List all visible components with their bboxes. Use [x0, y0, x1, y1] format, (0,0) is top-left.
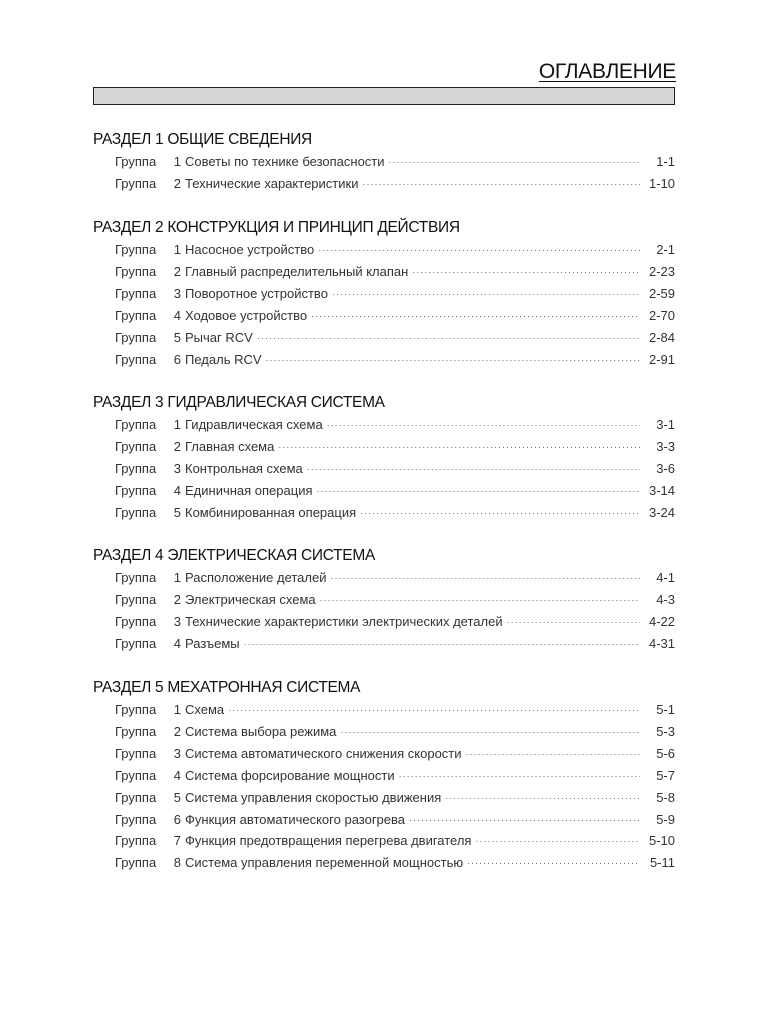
entry-title-row [185, 483, 640, 498]
group-label: Группа [115, 789, 157, 805]
entry-title-row [185, 439, 640, 454]
toc-entry[interactable] [115, 286, 675, 306]
page-number: 1-10 [648, 175, 675, 191]
entry-title-row [185, 330, 640, 345]
group-number: 8 [173, 855, 181, 871]
page-title: ОГЛАВЛЕНИЕ [538, 60, 676, 83]
group-label: Группа [115, 767, 157, 783]
group-number: 4 [173, 767, 181, 783]
entry-title-row [185, 790, 640, 805]
group-label: Группа [115, 504, 157, 520]
group-label: Группа [115, 855, 157, 871]
entry-title: Поворотное устройство [185, 285, 328, 301]
toc-entry[interactable] [115, 812, 675, 832]
group-label: Группа [115, 723, 157, 739]
group-number: 5 [173, 789, 181, 805]
group-number: 3 [173, 285, 181, 301]
page-number: 2-59 [648, 285, 675, 301]
dot-leader [360, 509, 640, 518]
group-label: Группа [115, 702, 157, 717]
entry-title: Система форсирование мощности [185, 767, 395, 783]
toc-entry[interactable] [115, 505, 675, 525]
dot-leader [389, 158, 640, 167]
entry-title: Система выбора режима [185, 723, 337, 739]
group-number: 3 [173, 460, 181, 476]
dot-leader [311, 312, 640, 321]
entry-title-row [185, 614, 640, 629]
group-label: Группа [115, 811, 157, 827]
group-label: Группа [115, 745, 157, 761]
dot-leader [475, 837, 640, 846]
entry-title: Главная схема [185, 438, 275, 454]
group-label: Группа [115, 417, 157, 432]
page-number: 5-7 [656, 767, 675, 783]
group-label: Группа [115, 285, 157, 301]
page-number: 2-84 [648, 329, 675, 345]
toc-entry[interactable] [115, 308, 675, 328]
toc-entry[interactable] [115, 439, 675, 459]
entry-title-row [185, 570, 640, 585]
entry-title-row [185, 746, 640, 761]
toc-entry[interactable] [115, 242, 675, 262]
dot-leader [278, 443, 640, 452]
section-heading: РАЗДЕЛ 2 КОНСТРУКЦИЯ И ПРИНЦИП ДЕЙСТВИЯ [93, 219, 460, 236]
entry-title-row [185, 352, 640, 367]
page-number: 5-3 [656, 723, 675, 739]
group-label: Группа [115, 351, 157, 367]
page-number: 2-91 [648, 351, 675, 367]
toc-entry[interactable] [115, 330, 675, 350]
entry-title: Главный распределительный клапан [185, 263, 409, 279]
toc-entry[interactable] [115, 417, 675, 437]
entry-title-row [185, 833, 640, 848]
page-number: 2-1 [656, 242, 675, 257]
page-number: 5-9 [656, 811, 675, 827]
dot-leader [409, 816, 640, 825]
dot-leader [466, 750, 640, 759]
entry-title-row [185, 702, 640, 717]
group-number: 5 [173, 504, 181, 520]
page-number: 2-23 [648, 263, 675, 279]
group-number: 1 [173, 702, 181, 717]
dot-leader [330, 574, 640, 583]
group-label: Группа [115, 242, 157, 257]
page-number: 5-6 [656, 745, 675, 761]
dot-leader [228, 706, 640, 715]
page-number: 4-1 [656, 570, 675, 585]
group-number: 5 [173, 329, 181, 345]
group-number: 1 [173, 154, 181, 169]
group-number: 2 [173, 263, 181, 279]
page-number: 5-1 [656, 702, 675, 717]
toc-entry[interactable] [115, 352, 675, 372]
entry-title-row [185, 461, 640, 476]
page-number: 4-22 [648, 613, 675, 629]
group-label: Группа [115, 591, 157, 607]
page-number: 5-11 [649, 855, 675, 871]
entry-title: Единичная операция [185, 482, 313, 498]
dot-leader [320, 596, 640, 605]
dot-leader [412, 268, 640, 277]
dot-leader [467, 859, 640, 868]
entry-title: Насосное устройство [185, 242, 315, 257]
entry-title: Технические характеристики [185, 175, 359, 191]
entry-title-row [185, 417, 640, 432]
entry-title-row [185, 308, 640, 323]
group-label: Группа [115, 175, 157, 191]
dot-leader [318, 246, 640, 255]
toc-entry[interactable] [115, 855, 675, 875]
toc-entry[interactable] [115, 790, 675, 810]
group-label: Группа [115, 570, 157, 585]
title-bar [93, 87, 675, 105]
group-number: 2 [173, 591, 181, 607]
entry-title: Система автоматического снижения скорости [185, 745, 462, 761]
section-heading: РАЗДЕЛ 4 ЭЛЕКТРИЧЕСКАЯ СИСТЕМА [93, 547, 375, 564]
page-number: 3-14 [648, 482, 675, 498]
entry-title: Электрическая схема [185, 591, 316, 607]
entry-title-row [185, 636, 640, 651]
dot-leader [507, 618, 640, 627]
entry-title: Система управления скоростью движения [185, 789, 442, 805]
group-number: 2 [173, 723, 181, 739]
group-number: 3 [173, 745, 181, 761]
dot-leader [362, 180, 640, 189]
entry-title-row [185, 154, 640, 169]
entry-title: Советы по технике безопасности [185, 154, 385, 169]
entry-title: Схема [185, 702, 225, 717]
entry-title-row [185, 855, 640, 870]
toc-entry[interactable] [115, 614, 675, 634]
entry-title: Комбинированная операция [185, 504, 357, 520]
page-number: 5-8 [656, 789, 675, 805]
toc-entry[interactable] [115, 833, 675, 853]
toc-entry[interactable] [115, 592, 675, 612]
group-number: 3 [173, 613, 181, 629]
entry-title: Технические характеристики электрических деталей [185, 613, 503, 629]
group-label: Группа [115, 438, 157, 454]
dot-leader [244, 640, 640, 649]
toc-entry[interactable] [115, 702, 675, 722]
group-label: Группа [115, 460, 157, 476]
toc-entry[interactable] [115, 768, 675, 788]
group-number: 7 [173, 833, 181, 849]
entry-title-row [185, 242, 640, 257]
entry-title-row [185, 724, 640, 739]
page-number: 1-1 [656, 154, 675, 169]
entry-title: Функция предотвращения перегрева двигателя [185, 833, 472, 849]
section-heading: РАЗДЕЛ 1 ОБЩИЕ СВЕДЕНИЯ [93, 131, 312, 148]
entry-title-row [185, 505, 640, 520]
group-number: 6 [173, 811, 181, 827]
entry-title: Гидравлическая схема [185, 417, 323, 432]
entry-title: Педаль RCV [185, 351, 262, 367]
group-number: 6 [173, 351, 181, 367]
entry-title: Ходовое устройство [185, 307, 308, 323]
toc-entry[interactable] [115, 154, 675, 174]
group-number: 1 [173, 570, 181, 585]
group-number: 2 [173, 175, 181, 191]
toc-entry[interactable] [115, 264, 675, 284]
page-number: 5-10 [648, 833, 675, 849]
entry-title: Расположение деталей [185, 570, 327, 585]
dot-leader [266, 356, 640, 365]
dot-leader [340, 728, 640, 737]
entry-title: Разъемы [185, 635, 240, 651]
group-number: 2 [173, 438, 181, 454]
group-label: Группа [115, 154, 157, 169]
group-number: 1 [173, 417, 181, 432]
dot-leader [317, 487, 641, 496]
section-heading: РАЗДЕЛ 3 ГИДРАВЛИЧЕСКАЯ СИСТЕМА [93, 394, 385, 411]
section-heading: РАЗДЕЛ 5 МЕХАТРОННАЯ СИСТЕМА [93, 679, 361, 696]
toc-entry[interactable] [115, 483, 675, 503]
toc-entry[interactable] [115, 724, 675, 744]
entry-title-row [185, 286, 640, 301]
group-number: 4 [173, 307, 181, 323]
page-number: 2-70 [648, 307, 675, 323]
entry-title: Контрольная схема [185, 460, 303, 476]
group-label: Группа [115, 833, 157, 849]
dot-leader [257, 334, 640, 343]
entry-title-row [185, 264, 640, 279]
group-label: Группа [115, 482, 157, 498]
entry-title-row [185, 812, 640, 827]
page-number: 3-1 [656, 417, 675, 432]
toc-entry[interactable] [115, 176, 675, 196]
page-number: 3-3 [656, 438, 675, 454]
entry-title-row [185, 592, 640, 607]
group-label: Группа [115, 263, 157, 279]
group-label: Группа [115, 329, 157, 345]
page-number: 3-24 [648, 504, 675, 520]
entry-title: Рычаг RCV [185, 329, 253, 345]
toc-entry[interactable] [115, 461, 675, 481]
group-label: Группа [115, 613, 157, 629]
dot-leader [332, 290, 640, 299]
entry-title: Система управления переменной мощностью [185, 855, 464, 871]
entry-title-row [185, 176, 640, 191]
toc-entry[interactable] [115, 746, 675, 766]
entry-title: Функция автоматического разогрева [185, 811, 406, 827]
group-number: 1 [173, 242, 181, 257]
toc-entry[interactable] [115, 636, 675, 656]
toc-entry[interactable] [115, 570, 675, 590]
group-label: Группа [115, 635, 157, 651]
page-number: 3-6 [656, 460, 675, 476]
group-number: 4 [173, 635, 181, 651]
entry-title-row [185, 768, 640, 783]
dot-leader [307, 465, 640, 474]
dot-leader [399, 772, 640, 781]
group-number: 4 [173, 482, 181, 498]
page-number: 4-3 [656, 591, 675, 607]
dot-leader [445, 794, 640, 803]
group-label: Группа [115, 307, 157, 323]
page-number: 4-31 [648, 635, 675, 651]
dot-leader [327, 421, 640, 430]
